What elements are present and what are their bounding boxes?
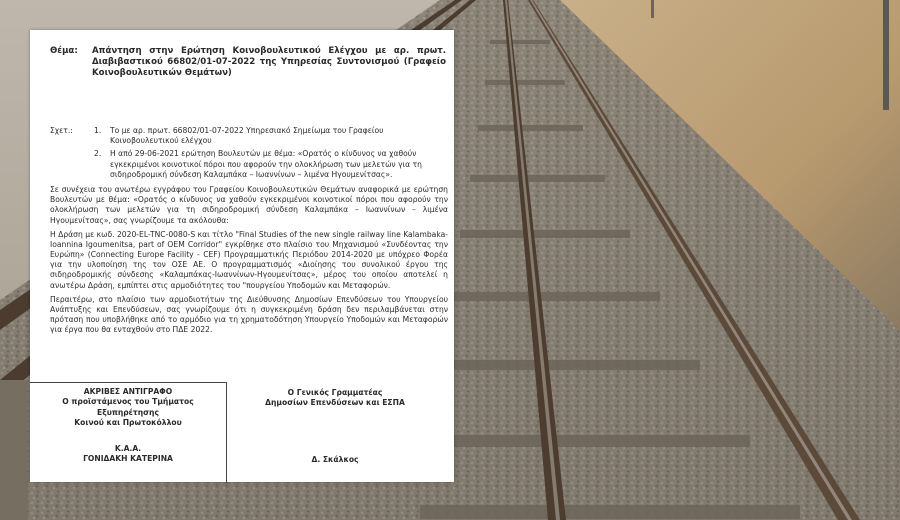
certified-copy-block (30, 382, 227, 483)
certifier-role-line2: Κοινού και Πρωτοκόλλου (74, 417, 182, 427)
signatory-role-line2: Δημοσίων Επενδύσεων και ΕΣΠΑ (265, 398, 405, 408)
subject-text: Απάντηση στην Ερώτηση Κοινοβουλευτικού Ελέγχου με αρ. πρωτ. Διαβιβαστικού 66802/01-07-2022 της Υπηρεσίας Συντονισμού (Γραφείο Κοινοβουλευτικών Θεμάτων) (92, 46, 446, 79)
reference-number: 2. (94, 149, 102, 159)
signatory-role-line1: Ο Γενικός Γραμματέας (287, 388, 383, 397)
signatory-block (235, 388, 435, 465)
reference-number: 1. (94, 126, 102, 135)
paragraph: Σε συνέχεια του ανωτέρω εγγράφου του Γραφείου Κοινοβουλευτικών Θεμάτων αναφορικά με ερώτηση Βουλευτών με θέμα: «Ορατός ο κίνδυνος να χαθούν εγκεκριμένοι κοινοτικοί πόροι που αφορούν την ολοκλήρωση των μελετών για τη σιδηροδρομική σύνδεση Καλαμπάκα – Ιωαννίνων – λιμένα Ηγουμενίτσας», σας γνωρίζουμε τα ακόλουθα: (50, 185, 448, 225)
reference-item (50, 126, 448, 146)
paragraph: Η Δράση με κωδ. 2020-EL-TNC-0080-S και τίτλο "Final Studies of the new single railway line Kalambaka-Ioannina Igoumenitsa, part of OEM Corridor" εγκρίθηκε στο πλαίσιο του Μηχανισμού «Συνδέοντας την Ευρώπη» (Connecting Europe Facility - CEF) Προγραμματικής Περιόδου 2014-2020 με υπόχρεο Φορέα για την υλοποίηση της τον ΟΣΕ ΑΕ. Ο προγραμματισμός «Διοίησης του συνολικού έργου της σιδηροδρομικής σύνδεσης «Καλαμπάκας-Ιωαννίνων-Ηγουμενίτσας», μέρος του οποίου αποτελεί η ανωτέρω Δράση, εμπίπτει στις αρμοδιότητες του "πουργείου Υποδομών και Μεταφορών. (50, 229, 448, 290)
paragraph: Περαιτέρω, στο πλαίσιο των αρμοδιοτήτων της Διεύθυνσης Δημοσίων Επενδύσεων του Υπουργείου Ανάπτυξης και Επενδύσεων, σας γνωρίζουμε ότι η συγκεκριμένη δράση δεν περιλαμβάνεται στην πρόταση που υποβλήθηκε από το αρμόδιο για τη χρηματοδότηση Υπουργείο Υποδομών και Μεταφορών για έργα που θα ενταχθούν στο ΠΔΕ 2022. (50, 294, 448, 335)
certifier-name: ΓΟΝΙΔΑΚΗ ΚΑΤΕΡΙΝΑ (83, 454, 173, 464)
certifier-role-line1: Ο προϊστάμενος του Τμήματος Εξυπηρέτησης (62, 397, 194, 417)
signatory-name: Δ. Σκάλκος (311, 454, 359, 464)
reference-text: Η από 29-06-2021 ερώτηση Βουλευτών με θέμα: «Ορατός ο κίνδυνος να χαθούν εγκεκριμένοι κοινοτικοί πόροι που αφορούν την ολοκλήρωση των μελετών για τη σιδηροδρομική σύνδεση Καλαμπάκα – Ιωαννίνων – λιμένα Ηγουμενίτσας». (110, 149, 422, 179)
document-sheet (30, 30, 454, 482)
references-label: Σχετ.: (50, 126, 73, 135)
reference-text: Το με αρ. πρωτ. 66802/01-07-2022 Υπηρεσιακό Σημείωμα του Γραφείου Κοινοβουλευτικού ελέγχου (110, 126, 384, 146)
certifier-initials: Κ.Α.Α. (114, 444, 142, 453)
body-text (50, 185, 448, 339)
certified-copy-title: ΑΚΡΙΒΕΣ ΑΝΤΙΓΡΑΦΟ (83, 387, 173, 396)
reference-item (50, 149, 448, 180)
subject-block (50, 46, 446, 80)
subject-label: Θέμα: (50, 46, 78, 56)
references-block (50, 126, 448, 183)
